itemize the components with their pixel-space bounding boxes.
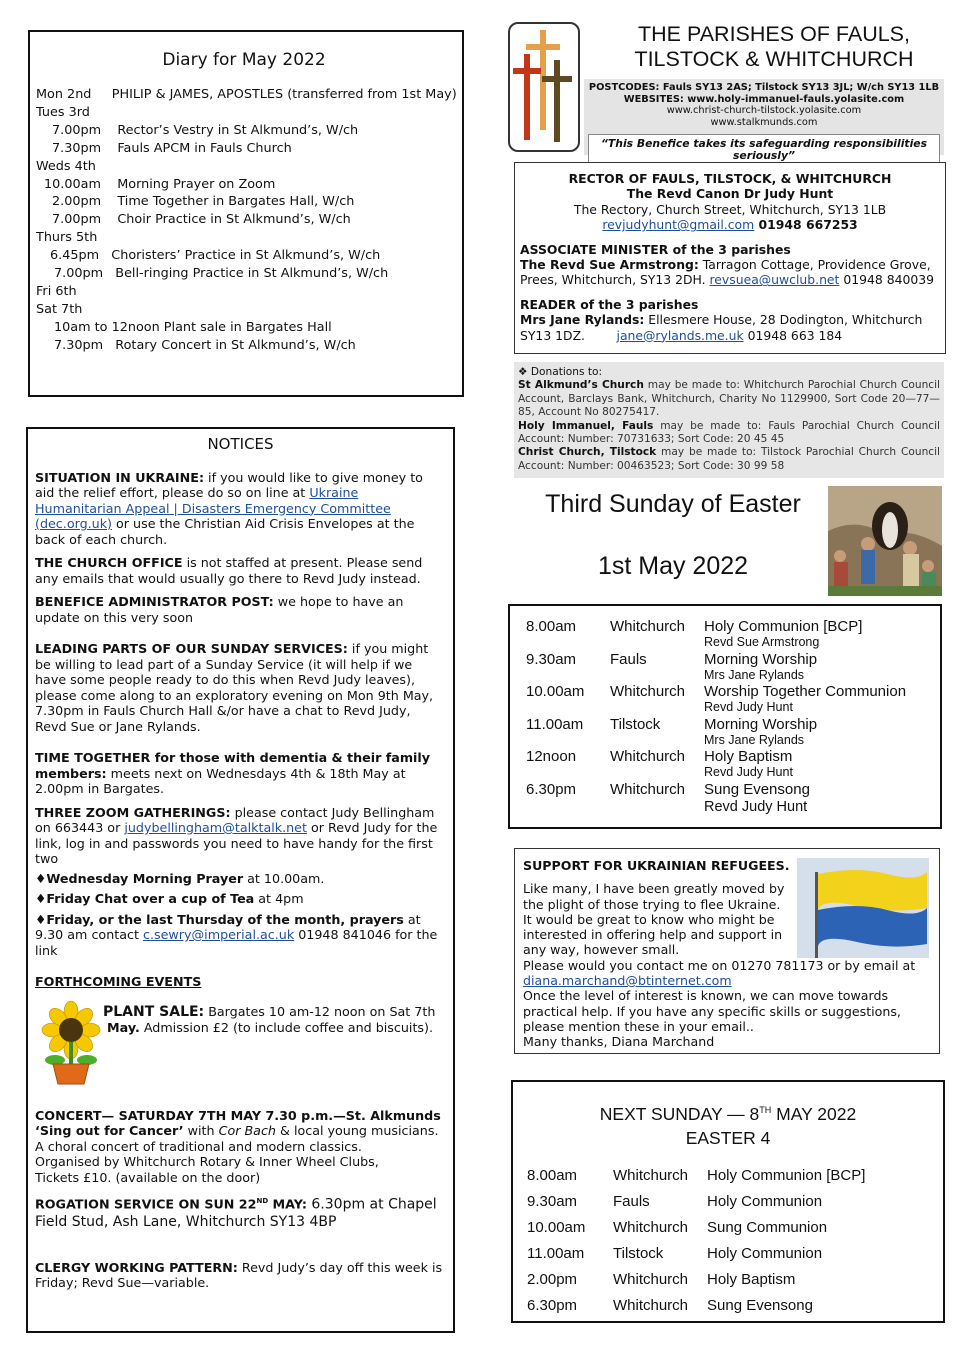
service-row <box>514 618 936 651</box>
diary-entry: Mon 2nd PHILIP & JAMES, APOSTLES (transferred from 1st May) <box>36 87 457 102</box>
diary-entry: Thurs 5th <box>36 230 98 246</box>
support-signoff: Many thanks, Diana Marchand <box>523 1034 715 1050</box>
notice-zoom: THREE ZOOM GATHERINGS: please contact Judy Bellingham on 663443 or judybellingham@talktalk.net or Revd Judy for the link, log in and passwords you need to have handy for the first two <box>35 804 438 866</box>
diary-entry: 10.00am Morning Prayer on Zoom <box>44 176 276 192</box>
service-row <box>514 716 936 749</box>
service-row <box>514 651 936 684</box>
next-service-row <box>517 1245 939 1271</box>
plant-sale-text: PLANT SALE: Bargates 10 am-12 noon on Sat 7th May. Admission £2 (to include coffee and biscuits). <box>103 1003 436 1035</box>
next-service-time: 9.30am <box>527 1192 578 1210</box>
reader-email-link[interactable]: jane@rylands.me.uk <box>616 327 744 343</box>
next-service-name: Sung Communion <box>707 1218 828 1236</box>
diary-entry: Weds 4th <box>36 158 96 174</box>
service-time: 12noon <box>526 748 577 765</box>
diary-entry: Tues 3rd <box>36 104 90 120</box>
donation-st-alkmunds: St Alkmund’s Church may be made to: Whitchurch Parochial Church Council Account, Barclays Bank, Whitchurch, Charity No 1129900, Sort Code 20—77—85, Account No 80275417. <box>518 379 941 419</box>
service-name: Holy Communion [BCP] <box>704 618 863 635</box>
service-time: 8.00am <box>526 618 577 635</box>
notices-title: NOTICES <box>207 435 274 453</box>
service-leader: Revd Judy Hunt <box>704 700 793 714</box>
diary-entry: 10am to 12noon Plant sale in Bargates Hall <box>54 319 332 335</box>
service-leader: Mrs Jane Rylands <box>704 667 805 682</box>
donations-panel <box>514 362 944 478</box>
safeguarding-statement: “This Benefice takes its safeguarding responsibilities seriously” <box>588 134 940 165</box>
empty-tomb-illustration <box>828 486 942 596</box>
service-time: 6.30pm <box>526 780 577 798</box>
next-service-row <box>517 1297 939 1323</box>
next-service-church: Tilstock <box>613 1244 664 1262</box>
rector-name: The Revd Canon Dr Judy Hunt <box>626 186 834 202</box>
service-time: 9.30am <box>526 650 577 668</box>
sunday-title: Third Sunday of Easter <box>545 490 801 518</box>
service-church: Fauls <box>610 650 647 668</box>
service-row <box>514 781 936 814</box>
donations-heading: ❖ Donations to: <box>518 366 603 378</box>
support-intro: Like many, I have been greatly moved by the plight of those trying to flee Ukraine. It would be great to know who might be interested in offering help and support in any way, however small. <box>523 881 785 958</box>
service-name: Worship Together Communion <box>704 683 907 700</box>
next-service-row <box>517 1167 939 1193</box>
services-table <box>508 604 942 829</box>
website-stalkmunds[interactable]: www.stalkmunds.com <box>710 116 818 128</box>
associate-email-link[interactable]: revsuea@uwclub.net <box>709 272 840 288</box>
diary-entry: 6.45pm Choristers’ Practice in St Alkmund’s, W/ch <box>50 248 381 264</box>
website-tilstock[interactable]: www.christ-church-tilstock.yolasite.com <box>666 105 862 116</box>
next-sunday-title: NEXT SUNDAY — 8TH MAY 2022 <box>599 1103 857 1124</box>
associate-heading: ASSOCIATE MINISTER of the 3 parishes <box>520 241 791 257</box>
service-church: Whitchurch <box>610 683 686 700</box>
service-name: Sung Evensong <box>704 780 810 798</box>
next-service-time: 6.30pm <box>527 1296 578 1314</box>
diary-entry: Sat 7th <box>36 301 83 317</box>
donation-holy-immanuel: Holy Immanuel, Fauls may be made to: Fauls Parochial Church Council Account: Number: 70731633; Sort Code: 20 45 45 <box>518 419 940 446</box>
service-time: 11.00am <box>526 715 584 733</box>
next-service-time: 10.00am <box>527 1218 586 1236</box>
service-time: 10.00am <box>526 683 585 700</box>
rector-address: The Rectory, Church Street, Whitchurch, SY13 1LB <box>573 201 887 217</box>
zoom-item-friday-prayers: ♦Friday, or the last Thursday of the month, prayers at 9.30 am contact c.sewry@imperial.ac.uk 01948 841046 for the link <box>35 911 438 958</box>
next-service-church: Fauls <box>613 1192 650 1210</box>
diary-entry: 7.30pm Fauls APCM in Fauls Church <box>52 140 292 156</box>
diary-title: Diary for May 2022 <box>162 50 326 70</box>
notice-church-office: THE CHURCH OFFICE is not staffed at present. Please send any emails that would usually go there to Revd Judy instead. <box>35 555 423 586</box>
plant-sale-block <box>35 1000 446 1096</box>
diary-entry: Fri 6th <box>36 283 77 299</box>
postcodes-panel <box>584 79 944 162</box>
notice-concert: CONCERT— SATURDAY 7TH MAY 7.30 p.m.—St. Alkmunds ‘Sing out for Cancer’ with Cor Bach & local young musicians. A choral concert of traditional and modern classics. Organised by Whitchurch Rotary & Inner Wheel Clubs, Tickets £10. (available on the door) <box>35 1107 441 1185</box>
next-service-name: Holy Communion <box>707 1244 823 1262</box>
next-service-church: Whitchurch <box>613 1166 689 1184</box>
sunflower-icon <box>35 1000 107 1086</box>
service-church: Tilstock <box>610 715 661 733</box>
diary-entry: 7.00pm Choir Practice in St Alkmund’s, W/ch <box>52 212 351 228</box>
crosses-icon <box>510 24 578 150</box>
donation-christ-church: Christ Church, Tilstock may be made to: Tilstock Parochial Church Council Account: Number: 00463523; Sort Code: 30 99 58 <box>518 446 940 472</box>
service-name: Holy Baptism <box>704 748 793 765</box>
crosses-logo <box>508 22 580 152</box>
sewry-email-link[interactable]: c.sewry@imperial.ac.uk <box>142 927 295 942</box>
diary-entry: 7.30pm Rotary Concert in St Alkmund’s, W/ch <box>54 337 356 353</box>
service-leader: Revd Judy Hunt <box>704 798 808 815</box>
zoom-item-morning-prayer: ♦Wednesday Morning Prayer at 10.00am. <box>35 870 325 886</box>
service-church: Whitchurch <box>610 780 686 798</box>
service-church: Whitchurch <box>610 618 686 635</box>
forthcoming-events-heading: FORTHCOMING EVENTS <box>35 974 202 989</box>
next-service-row <box>517 1219 939 1245</box>
diary-entry: 7.00pm Bell-ringing Practice in St Alkmund’s, W/ch <box>54 266 389 282</box>
diary-list <box>36 86 457 355</box>
judy-bellingham-email-link[interactable]: judybellingham@talktalk.net <box>124 820 307 835</box>
next-sunday-subtitle: EASTER 4 <box>685 1127 771 1148</box>
support-followup: Once the level of interest is known, we can move towards practical help. If you have any specific skills or suggestions, please mention these in your email.. <box>523 988 901 1034</box>
next-service-row <box>517 1193 939 1219</box>
reader-details: Mrs Jane Rylands: Ellesmere House, 28 Dodington, Whitchurch SY13 1DZ. jane@rylands.me.uk 01948 663 184 <box>520 312 923 343</box>
notice-administrator: BENEFICE ADMINISTRATOR POST: we hope to have an update on this very soon <box>35 594 404 625</box>
service-church: Whitchurch <box>610 748 686 765</box>
service-name: Morning Worship <box>704 715 818 733</box>
service-name: Morning Worship <box>704 650 818 668</box>
service-leader: Mrs Jane Rylands <box>704 732 805 747</box>
postcodes-line: POSTCODES: Fauls SY13 2AS; Tilstock SY13 3JL; W/ch SY13 1LB <box>588 82 940 93</box>
notice-clergy-pattern: CLERGY WORKING PATTERN: Revd Judy’s day off this week is Friday; Revd Sue—variable. <box>35 1259 443 1291</box>
notice-ukraine: SITUATION IN UKRAINE: if you would like to give money to aid the relief effort, please do so on line at Ukraine Humanitarian Appeal | Disasters Emergency Committee (dec.org.uk) or use the Christian Aid Crisis Envelopes at the back of each church. <box>35 469 423 547</box>
notice-rogation: ROGATION SERVICE ON SUN 22ND MAY: 6.30pm at Chapel Field Stud, Ash Lane, Whitchurch SY13 4BP <box>35 1196 437 1231</box>
support-contact: Please would you contact me on 01270 781173 or by email at <box>523 957 916 973</box>
websites-line: WEBSITES: www.holy-immanuel-fauls.yolasite.com <box>623 93 905 105</box>
ukrainian-support-box <box>514 848 940 1054</box>
ukraine-flag <box>797 858 929 958</box>
next-service-church: Whitchurch <box>613 1218 689 1236</box>
service-row <box>514 683 936 716</box>
ukraine-appeal-link[interactable]: Ukraine Humanitarian Appeal | Disasters Emergency Committee (dec.org.uk) <box>35 485 391 531</box>
next-service-name: Holy Baptism <box>707 1270 796 1288</box>
next-sunday-box <box>511 1080 945 1323</box>
next-service-name: Holy Communion <box>707 1192 823 1210</box>
service-leader: Revd Sue Armstrong <box>704 635 820 649</box>
notice-time-together: TIME TOGETHER for those with dementia & their family members: meets next on Wednesdays 4th & 18th May at 2.00pm in Bargates. <box>35 750 431 796</box>
diana-email-link[interactable]: diana.marchand@btinternet.com <box>523 973 732 989</box>
support-title: SUPPORT FOR UKRAINIAN REFUGEES. <box>523 858 790 873</box>
clergy-contacts-box: RECTOR OF FAULS, TILSTOCK, & WHITCHURCH The Revd Canon Dr Judy Hunt The Rectory, Church Street, Whitchurch, SY13 1LB revjudyhunt@gmail.com 01948 667253 ASSOCIATE MINISTER of the 3 parishes The Revd Sue Armstrong: Tarragon Cottage, Providence Grove, Prees, Whitchurch, SY13 2DH. revsuea@uwclub.net 01948 840039 READER of the 3 parishes Mrs Jane Rylands: Ellesmere House, 28 Dodington, Whitchurch SY13 1DZ. jane@rylands.me.uk 01948 663 184 <box>514 162 946 354</box>
ukraine-flag-icon <box>797 858 929 958</box>
diary-entry: 2.00pm Time Together in Bargates Hall, W/ch <box>52 194 355 210</box>
next-service-name: Sung Evensong <box>707 1296 813 1314</box>
associate-details: The Revd Sue Armstrong: Tarragon Cottage, Providence Grove, Prees, Whitchurch, SY13 2DH. revsuea@uwclub.net 01948 840039 <box>520 257 935 288</box>
service-row <box>514 748 936 781</box>
diary-entry: 7.00pm Rector’s Vestry in St Alkmund’s, W/ch <box>52 122 359 138</box>
zoom-item-friday-chat: ♦Friday Chat over a cup of Tea at 4pm <box>35 891 304 906</box>
diary-box <box>28 30 464 397</box>
sunday-date: 1st May 2022 <box>597 552 749 580</box>
next-service-time: 8.00am <box>527 1166 578 1184</box>
reader-heading: READER of the 3 parishes <box>520 296 699 312</box>
next-service-row <box>517 1271 939 1297</box>
rector-heading: RECTOR OF FAULS, TILSTOCK, & WHITCHURCH <box>568 171 892 186</box>
rector-email-link[interactable]: revjudyhunt@gmail.com <box>602 217 755 233</box>
next-service-time: 11.00am <box>527 1244 585 1262</box>
next-service-name: Holy Communion [BCP] <box>707 1166 866 1184</box>
next-service-church: Whitchurch <box>613 1270 689 1288</box>
notices-box <box>26 427 455 1333</box>
next-service-church: Whitchurch <box>613 1296 689 1314</box>
notice-leading-services: LEADING PARTS OF OUR SUNDAY SERVICES: if you might be willing to lead part of a Sunday Service (it will help if we have some people ready to do this when Revd Judy leaves), please come along to an exploratory evening on Mon 9th May, 7.30pm in Fauls Church Hall &/or have a chat to Revd Judy, Revd Sue or Jane Rylands. <box>35 641 434 734</box>
next-service-time: 2.00pm <box>527 1270 578 1288</box>
service-leader: Revd Judy Hunt <box>704 765 793 779</box>
parish-title: THE PARISHES OF FAULS, TILSTOCK & WHITCHURCH <box>634 22 914 71</box>
